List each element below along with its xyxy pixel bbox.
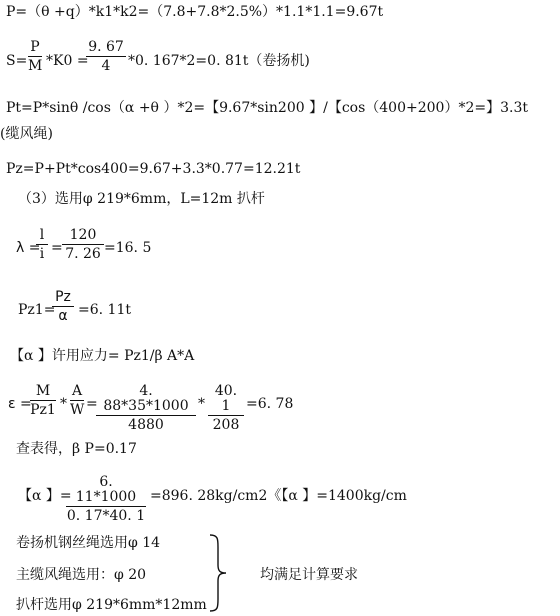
formula-pz: Pz=P+Pt*cos400=9.67+3.3*0.77=12.21t — [6, 161, 301, 177]
formula-alpha-result: =896. 28kg/cm2《【α 】=1400kg/cm — [150, 488, 407, 504]
fraction-numerator: A — [71, 383, 83, 399]
fraction-denominator: 7. 26 — [65, 246, 101, 262]
section-3-heading: （3）选用φ 219*6mm，L=12m 扒杆 — [18, 191, 265, 207]
formula-epsilon-result: =6. 78 — [246, 396, 294, 412]
fraction-denominator: 208 — [212, 417, 240, 433]
formula-s-lhs: S= — [6, 53, 28, 69]
fraction-numerator: 4. 88*35*1000 — [96, 384, 196, 416]
formula-pt-note: (缆风绳) — [0, 126, 53, 142]
formula-pt: Pt=P*sinθ /cos（α +θ ）*2=【9.67*sin200 】/【cos（400+200）*2=】3.3t — [6, 100, 528, 116]
fraction-denominator: W — [70, 402, 85, 418]
multiply-sign: * — [198, 396, 205, 412]
fraction-denominator: 4880 — [128, 417, 164, 433]
fraction-numerator: 6. 11*1000 — [66, 475, 146, 507]
winch-rope-selection: 卷扬机钢丝绳选用φ 14 — [16, 535, 161, 551]
fraction-p-over-m — [28, 40, 42, 74]
formula-lambda-result: =16. 5 — [104, 240, 152, 256]
fraction-denominator: Pz1 — [30, 402, 56, 418]
lookup-beta: 查表得，β P=0.17 — [16, 441, 137, 457]
fraction-denominator: 0. 17*40. 1 — [66, 508, 146, 524]
allowable-stress-formula: 【α 】许用应力= Pz1/β A*A — [10, 348, 195, 364]
fraction-denominator: 4 — [101, 58, 111, 74]
fraction-9-67-over-4 — [86, 40, 126, 74]
fraction-numerator: l — [36, 228, 48, 245]
right-brace-icon — [206, 533, 232, 613]
formula-s-tail: *0. 167*2=0. 81t（卷扬机) — [128, 53, 310, 69]
conclusion-text: 均满足计算要求 — [260, 567, 358, 583]
fraction-40-1-over-208 — [208, 384, 244, 433]
fraction-m-over-pz1 — [30, 384, 56, 418]
fraction-6-11-over-0-17 — [66, 475, 146, 524]
multiply-sign: * — [60, 396, 67, 412]
mast-selection: 扒杆选用φ 219*6mm*12mm — [16, 597, 207, 613]
fraction-numerator: 40. 1 — [208, 384, 244, 416]
guy-rope-selection: 主缆风绳选用：φ 20 — [16, 567, 147, 583]
formula-pz1-lhs: Pz1= — [18, 302, 56, 318]
formula-lambda-lhs: λ = — [16, 240, 41, 256]
formula-epsilon-lhs: ε = — [8, 396, 32, 412]
fraction-numerator: 9. 67 — [86, 40, 126, 57]
fraction-numerator: P — [28, 40, 42, 57]
fraction-120-over-7-26 — [62, 228, 104, 262]
fraction-numerator: 120 — [62, 228, 104, 245]
fraction-pz-over-alpha — [52, 290, 74, 324]
formula-alpha-lhs: 【α 】= — [18, 488, 72, 504]
fraction-denominator: M — [28, 58, 43, 74]
formula-lambda-eq: = — [51, 240, 63, 256]
formula-s-mid: *K0 = — [46, 53, 89, 69]
fraction-4-88-over-4880 — [96, 384, 196, 433]
equals-sign: = — [86, 396, 98, 412]
formula-pz1-result: =6. 11t — [78, 302, 131, 318]
fraction-a-over-w — [70, 384, 84, 418]
fraction-numerator: M — [30, 384, 56, 401]
formula-p-total: P=（θ +q）*k1*k2=（7.8+7.8*2.5%）*1.1*1.1=9.67t — [6, 4, 384, 20]
fraction-numerator: Pz — [52, 290, 74, 307]
fraction-l-over-i — [36, 228, 48, 262]
fraction-denominator: i — [39, 246, 45, 262]
fraction-denominator: α — [58, 308, 68, 324]
